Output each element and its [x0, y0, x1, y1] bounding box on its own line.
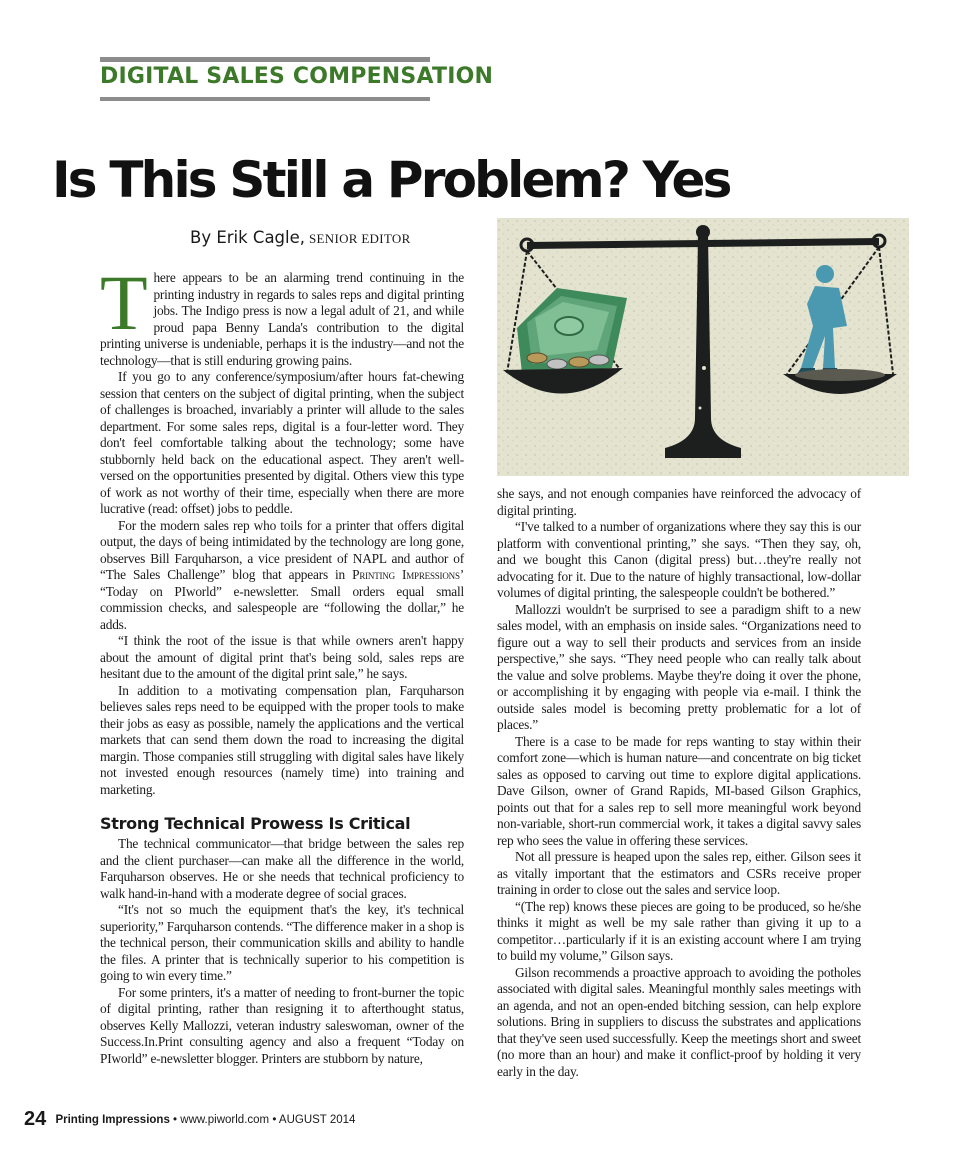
- kicker-rule-top: [100, 57, 430, 62]
- website-url: www.piworld.com: [180, 1114, 270, 1126]
- issue-date: AUGUST 2014: [278, 1114, 356, 1126]
- article-column-right: [497, 486, 861, 1080]
- paragraph: In addition to a motivating compensation plan, Farquharson believes sales reps need to be equipped with the proper tools to make their jobs as easy as possible, namely the applications and the vertical markets that can send them down the road to increasing the digital margin. Those companies still struggling with digital sales have likely not invested enough resources (namely time) into training and marketing.: [100, 682, 464, 797]
- section-kicker: DIGITAL SALES COMPENSATION: [100, 64, 494, 89]
- byline: [190, 228, 411, 248]
- page-number: 24: [24, 1108, 47, 1130]
- paragraph: “It's not so much the equipment that's the key, it's technical superiority,” Farquharson contends. “The difference maker in a shop is the technical person, their communication skills and ability to handle the files. A printer that is technically superior to his competition is going to win every time.”: [100, 902, 464, 983]
- bullet-separator: •: [173, 1114, 178, 1126]
- article-column-left: [100, 259, 465, 1067]
- headline: Is This Still a Problem? Yes: [52, 151, 730, 209]
- byline-author: By Erik Cagle,: [190, 228, 306, 247]
- publication-name: Printing Impressions: [352, 567, 460, 582]
- byline-title: SENIOR EDITOR: [309, 231, 411, 246]
- drop-cap: T: [100, 259, 148, 346]
- balance-scale-illustration: [497, 218, 909, 476]
- paragraph-text: For the modern sales rep who toils for a printer that offers digital output, the days of being intimidated by the technology are long gone, observes Bill Farquharson, a vice president of NAPL and author of “The Sales Challenge” blog that appears in: [100, 517, 464, 582]
- paragraph: “(The rep) knows these pieces are going to be produced, so he/she thinks it might as well be my sale rather than giving it up to a competitor…particularly if it is an existing account where I am trying to build my volume,” Gilson says.: [497, 898, 861, 963]
- paragraph: [100, 518, 464, 634]
- paragraph: [100, 259, 464, 369]
- page-footer: [24, 1108, 355, 1131]
- paragraph: If you go to any conference/symposium/after hours fat-chewing session that centers on the subject of digital printing, when the subject of challenges is broached, invariably a printer will allude to the sales department. For some sales reps, digital is a four-letter word. They don't feel comfortable talking about the technology; some have stubbornly held back on the educational aspect. They aren't well-versed on the opportunities presented by digital. Others view this type of work as not worthy of their time, especially when there are more lucrative (read: offset) jobs to peddle.: [100, 369, 464, 516]
- paragraph: she says, and not enough companies have reinforced the advocacy of digital printing.: [497, 486, 861, 518]
- paragraph: There is a case to be made for reps wanting to stay within their comfort zone—which is human nature—and concentrate on big ticket sales as opposed to carving out time to explore digital applications. Dave Gilson, owner of Grand Rapids, MI-based Gilson Graphics, points out that for a sales rep to sell more meaningful work beyond non-variable, short-run commercial work, it takes a digital savvy sales rep who sees the value in offering these services.: [497, 733, 861, 848]
- paragraph: “I think the root of the issue is that while owners aren't happy about the amount of digital print that's being sold, sales reps are hesitant due to the amount of the digital print sale,” he says.: [100, 633, 464, 681]
- paragraph: Not all pressure is heaped upon the sales rep, either. Gilson sees it as vitally important that the estimators and CSRs receive proper training in order to close out the sales and service loop.: [497, 849, 861, 897]
- paragraph: “I've talked to a number of organizations where they say this is our platform with conventional printing,” she says. “Then they say, oh, and we bought this Canon (digital press) but…they're really not advocating for it. Due to the nature of highly transactional, low-dollar volumes of digital printing, the salespeople couldn't be bothered.”: [497, 519, 861, 600]
- publication-name: Printing Impressions: [55, 1114, 170, 1126]
- paragraph-text: here appears to be an alarming trend continuing in the printing industry in regards to sales reps and digital printing jobs. The Indigo press is now a legal adult of 21, and while proud papa Benny Landa's contribution to the digital printing universe is undeniable, perhaps it is the industry—and not the technology—that is still enduring growing pains.: [100, 270, 464, 368]
- paragraph-text: ’ “Today on PIworld” e-newsletter. Small orders equal small commission checks, and salespeople are “following the dollar,” he adds.: [100, 567, 465, 632]
- paragraph: Gilson recommends a proactive approach to avoiding the potholes associated with digital sales. Meaningful monthly sales meetings with an agenda, and not an open-ended bitching session, can help explore solutions. Bring in suppliers to discuss the substrates and applications that they've seen used successfully. Keep the meetings short and sweet (no more than an hour) and make it conflict-proof by holding it very early in the day.: [497, 964, 861, 1079]
- paragraph: Mallozzi wouldn't be surprised to see a paradigm shift to a new sales model, with an emphasis on inside sales. “Organizations need to figure out a way to sell their products and services from an inside perspective,” she says. “They need people who can really talk about the value and solve problems. Maybe they're doing it over the phone, or accomplishing it by engaging with people via e-mail. I think the outside sales model is becoming pretty problematic for a lot of places.”: [497, 601, 861, 732]
- scale-image: [497, 218, 909, 476]
- paragraph: For some printers, it's a matter of needing to front-burner the topic of digital printing, rather than resigning it to afterthought status, observes Kelly Mallozzi, veteran industry saleswoman, owner of the Success.In.Print consulting agency and also a frequent “Today on PIworld” e-newsletter blogger. Printers are stubborn by nature,: [100, 984, 464, 1066]
- subheading: Strong Technical Prowess Is Critical: [100, 814, 411, 833]
- paragraph: The technical communicator—that bridge between the sales rep and the client purchaser—can make all the difference in the world, Farquharson observes. He or she needs that technical proficiency to walk hand-in-hand with a moderate degree of social graces.: [100, 836, 464, 901]
- kicker-rule-bottom: [100, 97, 430, 101]
- bullet-separator: •: [272, 1114, 277, 1126]
